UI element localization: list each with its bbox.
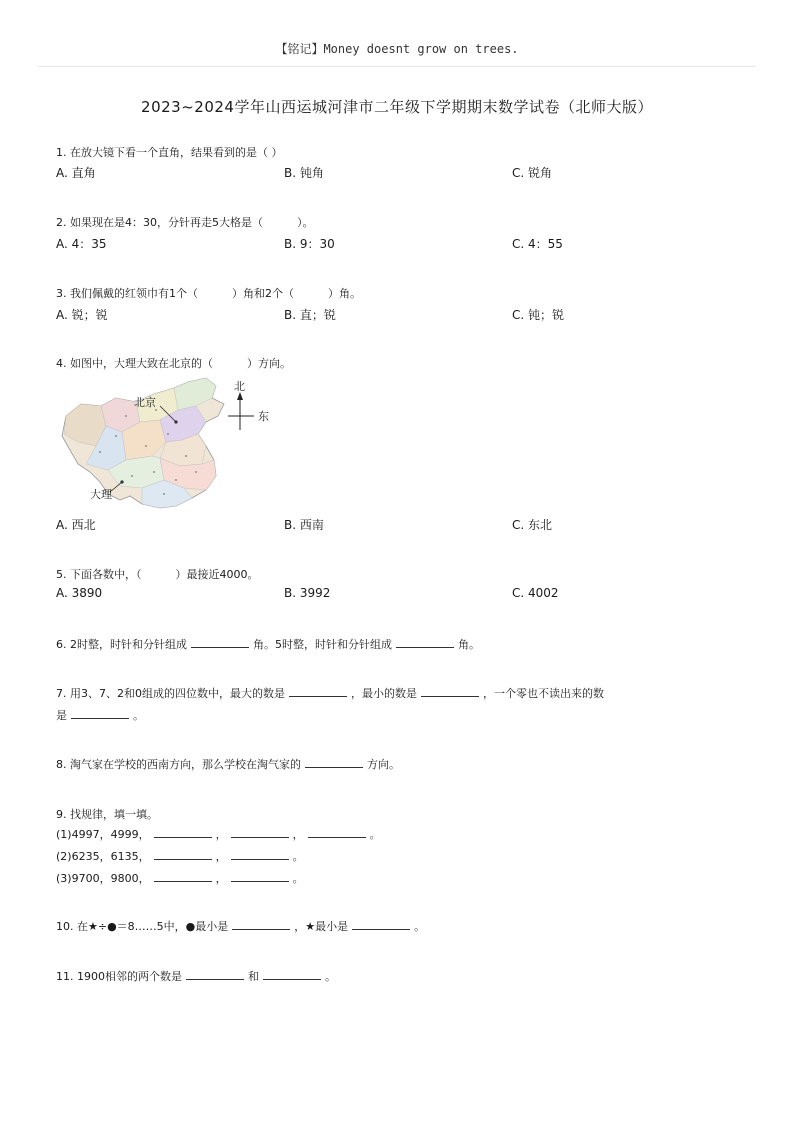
exam-title: 2023~2024学年山西运城河津市二年级下学期期末数学试卷（北师大版） [141, 98, 653, 116]
question-10-blank-2[interactable] [352, 919, 410, 930]
question-5-stem-part2: ）最接近4000。 [175, 568, 259, 581]
question-1-stem: 1. 在放大镜下看一个直角，结果看到的是（ ） [56, 146, 283, 159]
question-9-separator: ， [215, 828, 227, 841]
question-7-stem-line2 [56, 707, 144, 723]
question-6-part3: 角。 [458, 638, 480, 651]
question-5-stem-part1: 5. 下面各数中，（ [56, 568, 142, 581]
question-3-stem [56, 285, 361, 301]
question-9-line-1-blank-2[interactable] [231, 827, 289, 838]
question-4-stem-part1: 4. 如图中，大理大致在北京的（ [56, 357, 213, 370]
east-label: 东 [258, 410, 269, 423]
question-5-stem [56, 566, 259, 582]
dali-label: 大理 [90, 488, 112, 501]
question-9-line-1-blank-3[interactable] [308, 827, 366, 838]
question-7-blank-3[interactable] [71, 708, 129, 719]
header-divider [38, 66, 756, 67]
question-9-end: 。 [292, 850, 304, 863]
question-4-option-b[interactable]: B. 西南 [284, 518, 324, 532]
question-5-option-b[interactable]: B. 3992 [284, 586, 331, 600]
question-11-part3: 。 [324, 970, 336, 983]
question-3-stem-part3: ）角。 [328, 287, 361, 300]
question-9-line-2 [56, 848, 304, 864]
question-10-blank-1[interactable] [232, 919, 290, 930]
question-3-option-b[interactable]: B. 直；锐 [284, 308, 336, 322]
north-label: 北 [234, 380, 245, 393]
question-3-stem-part1: 3. 我们佩戴的红领巾有1个（ [56, 287, 198, 300]
question-3-option-c[interactable]: C. 钝；锐 [512, 308, 565, 322]
question-9-separator: ， [215, 850, 227, 863]
question-7-part1: 7. 用3、7、2和0组成的四位数中，最大的数是 [56, 687, 285, 700]
question-5-option-c[interactable]: C. 4002 [512, 586, 559, 600]
question-11-blank-1[interactable] [186, 969, 244, 980]
page-header: 【铭记】Money doesnt grow on trees. [275, 42, 519, 56]
question-9-separator: ， [215, 872, 227, 885]
question-2-stem-end: ）。 [297, 216, 314, 229]
question-2-stem-text: 2. 如果现在是4：30，分针再走5大格是（ [56, 216, 263, 229]
question-4-option-c[interactable]: C. 东北 [512, 518, 553, 532]
question-9-line-2-blank-2[interactable] [231, 849, 289, 860]
question-7-part3: ，一个零也不读出来的数 [483, 687, 604, 700]
question-11-part1: 11. 1900相邻的两个数是 [56, 970, 182, 983]
question-3-stem-part2: ）角和2个（ [232, 287, 294, 300]
compass-icon [228, 380, 269, 430]
question-7-part5: 。 [133, 709, 144, 722]
question-11-part2: 和 [247, 970, 259, 983]
question-6-blank-2[interactable] [396, 637, 454, 648]
question-9-stem: 9. 找规律，填一填。 [56, 808, 158, 821]
question-8-part1: 8. 淘气家在学校的西南方向，那么学校在淘气家的 [56, 758, 301, 771]
beijing-label: 北京 [134, 396, 156, 409]
question-9-line-3-blank-1[interactable] [154, 871, 212, 882]
question-2-option-a[interactable]: A. 4：35 [56, 237, 107, 251]
question-10-part3: 。 [414, 920, 426, 933]
question-2-stem [56, 214, 314, 230]
question-1-option-a[interactable]: A. 直角 [56, 166, 96, 180]
question-2-option-c[interactable]: C. 4：55 [512, 237, 563, 251]
question-7-stem-line1 [56, 685, 604, 701]
question-9-line-2-blank-1[interactable] [154, 849, 212, 860]
question-10-part1: 10. 在★÷●＝8……5中，●最小是 [56, 920, 229, 933]
question-5-option-a[interactable]: A. 3890 [56, 586, 103, 600]
question-2-option-b[interactable]: B. 9：30 [284, 237, 335, 251]
question-6-part1: 6. 2时整，时针和分针组成 [56, 638, 187, 651]
question-9-line-1-blank-1[interactable] [154, 827, 212, 838]
question-8-stem [56, 756, 400, 772]
question-7-blank-2[interactable] [421, 686, 479, 697]
question-6-stem [56, 636, 480, 652]
question-11-stem [56, 968, 336, 984]
question-9-end: 。 [292, 872, 304, 885]
question-9-line-2-prefix: (2)6235，6135， [56, 850, 150, 863]
question-3-option-a[interactable]: A. 锐；锐 [56, 308, 108, 322]
question-9-line-3-blank-2[interactable] [231, 871, 289, 882]
question-4-stem-part2: ）方向。 [247, 357, 291, 370]
question-9-line-3 [56, 870, 304, 886]
question-4-option-a[interactable]: A. 西北 [56, 518, 96, 532]
question-9-line-3-prefix: (3)9700，9800， [56, 872, 150, 885]
question-9-line-1-prefix: (1)4997，4999， [56, 828, 150, 841]
question-8-blank[interactable] [305, 757, 363, 768]
question-1-option-b[interactable]: B. 钝角 [284, 166, 324, 180]
question-7-blank-1[interactable] [289, 686, 347, 697]
question-10-part2: ，★最小是 [294, 920, 349, 933]
question-9-end: 。 [369, 828, 381, 841]
question-6-part2: 角。5时整，时针和分针组成 [253, 638, 392, 651]
question-4-stem [56, 355, 291, 371]
question-9-separator: ， [292, 828, 304, 841]
question-7-part2: ，最小的数是 [351, 687, 417, 700]
china-map-figure [56, 376, 276, 512]
question-8-part2: 方向。 [367, 758, 400, 771]
question-7-part4: 是 [56, 709, 67, 722]
question-11-blank-2[interactable] [263, 969, 321, 980]
question-6-blank-1[interactable] [191, 637, 249, 648]
question-1-option-c[interactable]: C. 锐角 [512, 166, 553, 180]
question-10-stem [56, 918, 425, 934]
question-9-line-1 [56, 826, 381, 842]
